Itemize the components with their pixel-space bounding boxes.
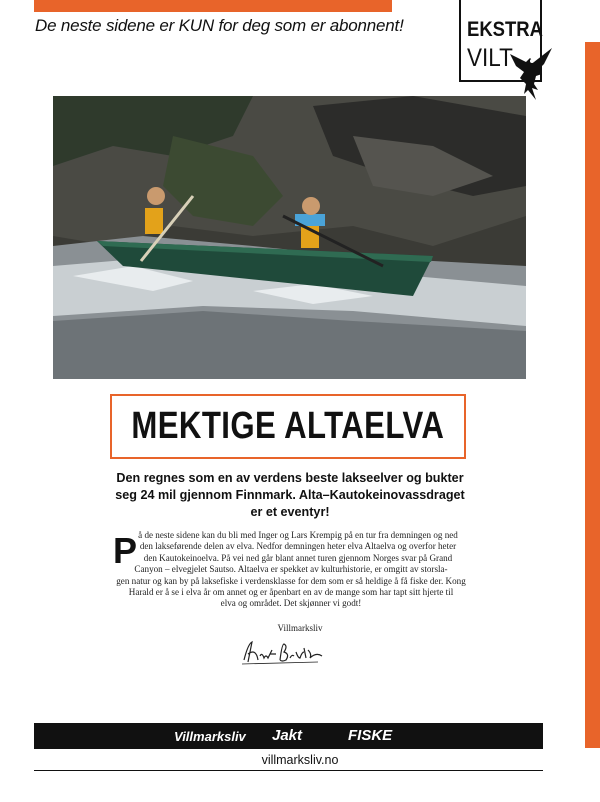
drop-cap: P xyxy=(113,530,138,571)
author-signature xyxy=(238,638,328,668)
article-source: Villmarksliv xyxy=(277,623,323,633)
body-line: Canyon – elvegjelet Sautso. Altaelva er spekket av kulturhistorie, er omgitt av storsla- xyxy=(134,564,448,575)
article-headline: MEKTIGE ALTAELVA xyxy=(131,405,445,447)
canoe-photo xyxy=(53,96,526,379)
top-accent-bar xyxy=(34,0,392,12)
subscriber-tagline: De neste sidene er KUN for deg som er abonnent! xyxy=(35,16,404,35)
body-line: elva og området. Det skjønner vi godt! xyxy=(220,598,362,609)
body-line: gen natur og kan by på laksefiske i verdensklasse for dem som er så heldige å få fiske der. Kong xyxy=(116,575,466,586)
body-line: den Kautokeinoelva. På vei ned går blant annet turen gjennom Norges svar på Grand xyxy=(143,552,453,563)
jakt-logo[interactable]: Jakt xyxy=(272,727,303,744)
badge-line1: EKSTRA xyxy=(467,18,543,41)
article-body xyxy=(113,530,469,610)
article-lead: Den regnes som en av verdens beste lakseelver og bukter seg 24 mil gjennom Finnmark. Alta–Kautokeinovassdraget er et eventyr! xyxy=(115,471,465,519)
villmarksliv-logo[interactable]: Villmarksliv xyxy=(174,729,246,744)
body-line: Harald er å se i elva år om annet og er åpenbart en av de mange som har tapt sitt hjerte til xyxy=(128,587,454,598)
body-line: den lakseførende delen av elva. Nedfor demningen heter elva Altaelva og overfor heter xyxy=(139,541,457,552)
footer-bar xyxy=(34,723,543,749)
body-line: å de neste sidene kan du bli med Inger og Lars Krempig på en tur fra demningen og ned xyxy=(138,530,458,540)
bottom-rule xyxy=(34,770,543,771)
website-url[interactable]: villmarksliv.no xyxy=(261,753,339,767)
headline-box xyxy=(110,394,466,459)
side-accent-bar xyxy=(585,42,600,748)
badge-line2: VILT xyxy=(467,44,513,72)
eagle-icon xyxy=(506,44,556,104)
fiske-logo[interactable]: FISKE xyxy=(348,727,393,744)
